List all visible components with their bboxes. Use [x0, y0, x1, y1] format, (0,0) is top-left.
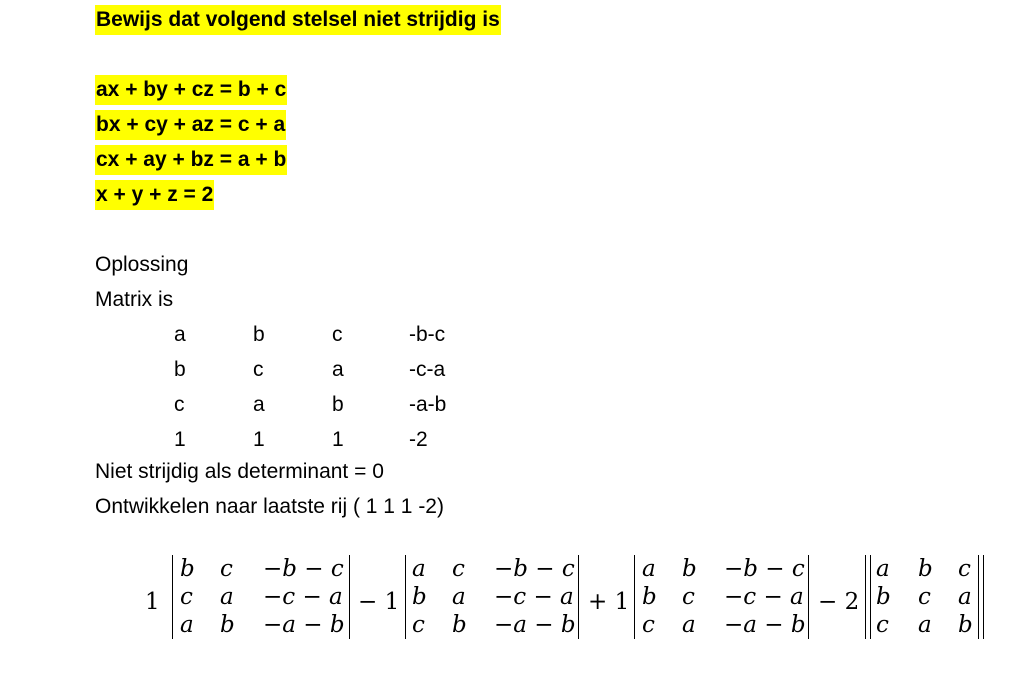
det-cell: a — [958, 584, 972, 610]
equation-2: bx + cy + az = c + a — [95, 110, 286, 140]
det-cell: −c − a — [494, 584, 574, 610]
det-cell: a — [452, 584, 466, 610]
det-cell: b — [452, 612, 467, 638]
matrix-cell: 1 — [332, 428, 344, 451]
matrix-cell: a — [174, 323, 186, 346]
determinant-bar-right — [978, 555, 979, 639]
determinant-bar-left — [172, 555, 173, 639]
det-cell: b — [682, 556, 697, 582]
det-cell: b — [958, 612, 973, 638]
matrix-cell: -c-a — [409, 358, 446, 381]
det-cell: −a − b — [263, 612, 345, 638]
matrix-cell: b — [332, 393, 344, 416]
equation-3: cx + ay + bz = a + b — [95, 145, 287, 175]
equation-4: x + y + z = 2 — [95, 180, 214, 210]
determinant-bar-right — [349, 555, 350, 639]
cofactor-expansion-formula — [0, 540, 1024, 660]
matrix-label: Matrix is — [95, 288, 174, 311]
determinant-condition: Niet strijdig als determinant = 0 — [95, 460, 384, 483]
matrix-cell: -a-b — [409, 393, 447, 416]
matrix-cell: c — [174, 393, 185, 416]
matrix-cell: 1 — [253, 428, 265, 451]
matrix-cell: c — [332, 323, 343, 346]
expansion-note: Ontwikkelen naar laatste rij ( 1 1 1 -2) — [95, 495, 444, 518]
coefficient-3: + 1 — [588, 589, 630, 615]
det-cell: −c − a — [724, 584, 804, 610]
matrix-cell: b — [174, 358, 186, 381]
matrix-cell: -b-c — [409, 323, 446, 346]
det-cell: a — [682, 612, 696, 638]
det-cell: b — [876, 584, 891, 610]
det-cell: b — [412, 584, 427, 610]
matrix-cell: a — [332, 358, 344, 381]
det-cell: −c − a — [263, 584, 343, 610]
det-cell: a — [220, 584, 234, 610]
det-cell: a — [180, 612, 194, 638]
matrix-cell: 1 — [174, 428, 186, 451]
determinant-bar-left — [405, 555, 406, 639]
det-cell: c — [876, 612, 889, 638]
det-cell: c — [452, 556, 465, 582]
det-cell: −b − c — [494, 556, 575, 582]
det-cell: c — [918, 584, 931, 610]
det-cell: a — [918, 612, 932, 638]
det-cell: c — [180, 584, 193, 610]
determinant-bar-right — [578, 555, 579, 639]
determinant-bar-left — [634, 555, 635, 639]
determinant-bar-left — [865, 555, 866, 639]
determinant-bar-right — [983, 555, 984, 639]
coefficient-2: − 1 — [358, 589, 400, 615]
det-cell: c — [220, 556, 233, 582]
det-cell: b — [180, 556, 195, 582]
matrix-cell: b — [253, 323, 265, 346]
det-cell: c — [958, 556, 971, 582]
det-cell: a — [876, 556, 890, 582]
det-cell: b — [220, 612, 235, 638]
determinant-bar-left — [870, 555, 871, 639]
equation-1: ax + by + cz = b + c — [95, 75, 287, 105]
det-cell: c — [682, 584, 695, 610]
det-cell: −a − b — [724, 612, 806, 638]
det-cell: −a − b — [494, 612, 576, 638]
solution-label: Oplossing — [95, 253, 189, 276]
matrix-cell: c — [253, 358, 264, 381]
det-cell: b — [642, 584, 657, 610]
matrix-cell: -2 — [409, 428, 428, 451]
matrix-cell: a — [253, 393, 265, 416]
det-cell: c — [412, 612, 425, 638]
det-cell: a — [412, 556, 426, 582]
det-cell: −b − c — [263, 556, 344, 582]
det-cell: c — [642, 612, 655, 638]
coefficient-1: 1 — [145, 589, 160, 615]
problem-title: Bewijs dat volgend stelsel niet strijdig is — [95, 5, 501, 35]
determinant-bar-right — [808, 555, 809, 639]
coefficient-4: − 2 — [818, 589, 860, 615]
det-cell: a — [642, 556, 656, 582]
det-cell: −b − c — [724, 556, 805, 582]
det-cell: b — [918, 556, 933, 582]
